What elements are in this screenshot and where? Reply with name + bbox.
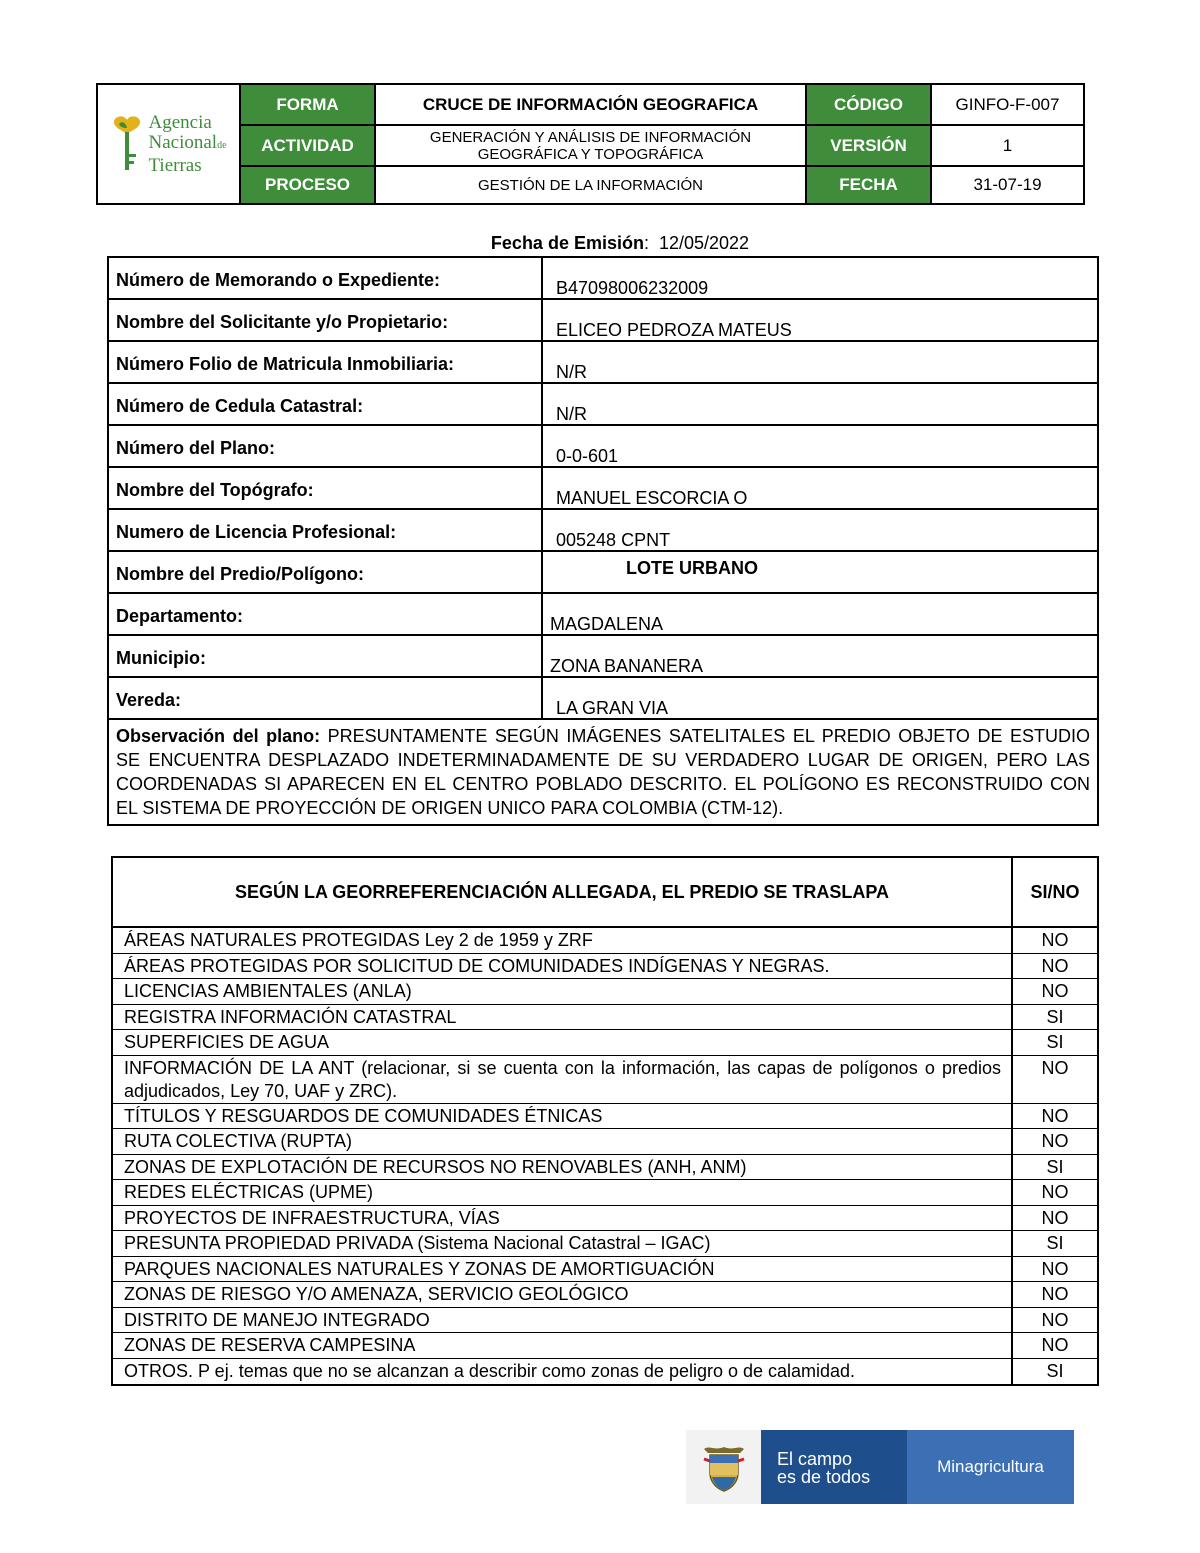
observation-label: Observación del plano: [116, 726, 321, 746]
overlap-item-answer: NO [1041, 1309, 1069, 1330]
overlap-header-question: SEGÚN LA GEORREFERENCIACIÓN ALLEGADA, EL PREDIO SE TRASLAPA [113, 858, 1013, 926]
slogan-line2: es de todos [777, 1467, 871, 1487]
info-value: N/R [556, 362, 587, 382]
info-row [109, 342, 1097, 384]
info-row [109, 426, 1097, 468]
overlap-row [113, 1308, 1097, 1334]
overlap-row [113, 1180, 1097, 1206]
overlap-row [113, 1206, 1097, 1232]
info-value: LOTE URBANO [626, 558, 758, 578]
property-info-table [107, 256, 1099, 826]
overlap-item-text: PRESUNTA PROPIEDAD PRIVADA (Sistema Nacional Catastral – IGAC) [113, 1231, 1013, 1256]
overlap-item-text: TÍTULOS Y RESGUARDOS DE COMUNIDADES ÉTNICAS [113, 1104, 1013, 1129]
overlap-row [113, 1231, 1097, 1257]
overlap-item-text: ZONAS DE RIESGO Y/O AMENAZA, SERVICIO GEOLÓGICO [113, 1282, 1013, 1307]
overlap-row [113, 1359, 1097, 1385]
overlap-item-answer: NO [1041, 1258, 1069, 1279]
overlap-item-answer: NO [1041, 930, 1069, 950]
info-label: Vereda: [109, 678, 543, 718]
header-value-proceso: GESTIÓN DE LA INFORMACIÓN [376, 167, 807, 203]
info-label: Departamento: [109, 594, 543, 634]
overlap-row [113, 1257, 1097, 1283]
overlap-item-answer: SI [1046, 1006, 1064, 1027]
overlap-item-text: ZONAS DE EXPLOTACIÓN DE RECURSOS NO RENOVABLES (ANH, ANM) [113, 1155, 1013, 1180]
header-value-forma: CRUCE DE INFORMACIÓN GEOGRAFICA [376, 85, 807, 126]
overlap-row [113, 979, 1097, 1005]
logo-text-line1: Agencia [148, 111, 212, 133]
overlap-row [113, 1129, 1097, 1155]
header-label-forma: FORMA [241, 85, 376, 126]
info-value: 005248 CPNT [556, 530, 671, 550]
header-keyval-fecha: 31-07-19 [973, 175, 1042, 194]
header-key-fecha: FECHA [807, 167, 932, 203]
overlap-item-text: ÁREAS PROTEGIDAS POR SOLICITUD DE COMUNIDADES INDÍGENAS Y NEGRAS. [113, 954, 1013, 979]
info-value: 0-0-601 [556, 446, 619, 466]
header-grid [241, 85, 1083, 203]
overlap-item-text: PROYECTOS DE INFRAESTRUCTURA, VÍAS [113, 1206, 1013, 1231]
overlap-item-text: OTROS. P ej. temas que no se alcanzan a describir como zonas de peligro o de calamidad. [113, 1359, 1013, 1385]
overlap-table [111, 856, 1099, 1386]
overlap-item-text: RUTA COLECTIVA (RUPTA) [113, 1129, 1013, 1154]
info-row [109, 510, 1097, 552]
overlap-row [113, 1056, 1097, 1104]
header-label-proceso: PROCESO [241, 167, 376, 203]
plan-observation [109, 720, 1097, 824]
info-value: LA GRAN VIA [556, 698, 669, 718]
info-value: MAGDALENA [550, 614, 664, 634]
info-row [109, 468, 1097, 510]
overlap-item-text: REGISTRA INFORMACIÓN CATASTRAL [113, 1005, 1013, 1030]
overlap-row [113, 1333, 1097, 1359]
info-label: Municipio: [109, 636, 543, 676]
info-label: Nombre del Solicitante y/o Propietario: [109, 300, 543, 340]
info-label: Número del Plano: [109, 426, 543, 466]
overlap-item-answer: NO [1041, 1182, 1069, 1202]
overlap-item-text: SUPERFICIES DE AGUA [113, 1030, 1013, 1055]
overlap-item-answer: NO [1041, 1057, 1069, 1078]
overlap-row [113, 1282, 1097, 1308]
ant-logo [98, 85, 241, 203]
overlap-item-text: DISTRITO DE MANEJO INTEGRADO [113, 1308, 1013, 1333]
logo-text-line3: Tierras [148, 154, 202, 176]
overlap-row [113, 928, 1097, 954]
info-value: N/R [556, 404, 587, 424]
info-row [109, 258, 1097, 300]
header-value-actividad: GENERACIÓN Y ANÁLISIS DE INFORMACIÓN GEOGRÁFICA Y TOPOGRÁFICA [376, 126, 807, 167]
overlap-item-text: INFORMACIÓN DE LA ANT (relacionar, si se cuenta con la información, las capas de polígonos o predios adjudicados, Ley 70, UAF y ZRC). [113, 1056, 1013, 1103]
info-value: ELICEO PEDROZA MATEUS [556, 320, 792, 340]
colombia-coat-of-arms-icon [686, 1430, 761, 1504]
overlap-header-answer: SI/NO [1030, 881, 1080, 902]
issue-date: Fecha de Emisión: 12/05/2022 [490, 233, 750, 253]
overlap-item-answer: NO [1041, 1207, 1069, 1228]
overlap-row [113, 1155, 1097, 1181]
overlap-row [113, 1104, 1097, 1130]
overlap-row [113, 1005, 1097, 1031]
info-value: B47098006232009 [556, 278, 709, 298]
overlap-item-answer: NO [1041, 1335, 1069, 1355]
ministry-name: Minagricultura [907, 1430, 1074, 1504]
slogan-line1: El campo [777, 1449, 853, 1469]
government-banner [686, 1430, 1074, 1504]
info-label: Nombre del Predio/Polígono: [109, 552, 543, 592]
overlap-item-text: ÁREAS NATURALES PROTEGIDAS Ley 2 de 1959 y ZRF [113, 928, 1013, 953]
slogan-block [761, 1430, 907, 1504]
key-leaf-icon [110, 114, 144, 174]
issue-date-label: Fecha de Emisión [490, 233, 644, 253]
overlap-item-answer: SI [1046, 1360, 1064, 1381]
info-row [109, 384, 1097, 426]
overlap-item-answer: SI [1046, 1032, 1064, 1052]
logo-text-small: de [217, 139, 227, 151]
header-key-codigo: CÓDIGO [807, 85, 932, 126]
info-label: Número de Cedula Catastral: [109, 384, 543, 424]
overlap-item-text: ZONAS DE RESERVA CAMPESINA [113, 1333, 1013, 1358]
overlap-item-text: PARQUES NACIONALES NATURALES Y ZONAS DE AMORTIGUACIÓN [113, 1257, 1013, 1282]
info-row [109, 678, 1097, 720]
observation-text: PRESUNTAMENTE SEGÚN IMÁGENES SATELITALES EL PREDIO OBJETO DE ESTUDIO SE ENCUENTRA DESPLAZADO INDETERMINADAMENTE DE SU VERDADERO LUGAR DE ORIGEN, PERO LAS COORDENADAS SI APARECEN EN EL CENTRO POBLADO DESCRITO. EL POLÍGONO ES RECONSTRUIDO CON EL SISTEMA DE PROYECCIÓN DE ORIGEN UNICO PARA COLOMBIA (CTM-12). [116, 726, 1090, 818]
document-header [96, 83, 1085, 205]
info-label: Nombre del Topógrafo: [109, 468, 543, 508]
overlap-item-answer: NO [1041, 955, 1069, 976]
overlap-item-text: REDES ELÉCTRICAS (UPME) [113, 1180, 1013, 1205]
header-keyval-codigo: GINFO-F-007 [932, 85, 1083, 126]
overlap-item-answer: SI [1046, 1156, 1064, 1177]
overlap-item-answer: NO [1041, 1284, 1069, 1304]
logo-text-line2: Nacional [148, 131, 218, 153]
overlap-table-header [113, 858, 1097, 928]
info-row [109, 636, 1097, 678]
overlap-item-answer: SI [1046, 1233, 1064, 1253]
issue-date-value: 12/05/2022 [658, 233, 750, 253]
header-label-actividad: ACTIVIDAD [241, 126, 376, 167]
overlap-row [113, 954, 1097, 980]
overlap-row [113, 1030, 1097, 1056]
header-key-version: VERSIÓN [807, 126, 932, 167]
info-label: Numero de Licencia Profesional: [109, 510, 543, 550]
overlap-item-text: LICENCIAS AMBIENTALES (ANLA) [113, 979, 1013, 1004]
overlap-item-answer: NO [1041, 1131, 1069, 1151]
overlap-item-answer: NO [1041, 1105, 1069, 1126]
info-value: ZONA BANANERA [550, 656, 704, 676]
info-value: MANUEL ESCORCIA O [556, 488, 748, 508]
info-label: Número Folio de Matricula Inmobiliaria: [109, 342, 543, 382]
header-keyval-version: 1 [932, 126, 1083, 167]
info-row [109, 594, 1097, 636]
overlap-item-answer: NO [1041, 981, 1069, 1001]
overlap-rows [113, 928, 1097, 1384]
info-label: Número de Memorando o Expediente: [109, 258, 543, 298]
info-row [109, 552, 1097, 594]
info-row [109, 300, 1097, 342]
